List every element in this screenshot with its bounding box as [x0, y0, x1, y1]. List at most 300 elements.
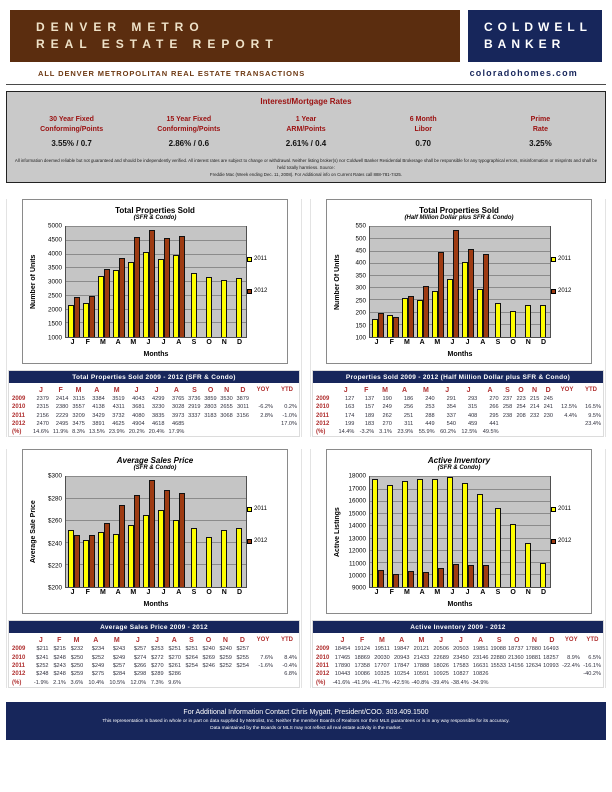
legend-swatch [551, 289, 556, 294]
table-cell: 4080 [132, 412, 145, 419]
bar-2011 [191, 273, 197, 337]
legend-swatch [247, 507, 252, 512]
rate-value: 0.70 [415, 139, 431, 149]
table-cell [528, 428, 542, 436]
table-cell: 2414 [55, 395, 69, 402]
table-cell: 23.9% [397, 429, 414, 436]
table-cell: $270 [151, 662, 164, 669]
bar-2012 [149, 480, 155, 588]
table-cell [543, 670, 561, 678]
rate-1yr-arm: 1 Year ARM/Points 2.61% / 0.4 [247, 115, 364, 148]
column-header-F: F [360, 636, 365, 644]
chart-total-properties-sold [8, 199, 300, 364]
x-tick-label: F [85, 589, 90, 597]
bar-group-S [186, 227, 201, 337]
bar-group-F [81, 477, 96, 587]
table-cell: 291 [446, 395, 456, 402]
table-cell: 4904 [132, 420, 145, 427]
table-cell [561, 678, 582, 686]
table-cell: $252 [36, 662, 49, 669]
table-cell: 17847 [393, 662, 410, 669]
x-tick-label: O [206, 339, 212, 347]
table-cell: 8.9% [567, 654, 580, 661]
table-cell: 19847 [393, 646, 410, 653]
table-cell: -34.9% [470, 679, 489, 686]
table-cell: $257 [112, 662, 126, 669]
table-cell [186, 428, 202, 436]
bar-group-M [430, 477, 445, 587]
y-tick-label: 12000 [348, 547, 366, 555]
header [10, 10, 602, 62]
y-tick-label: 100 [355, 334, 366, 342]
table-cell: $248 [53, 654, 66, 661]
legend-label: 2011 [558, 506, 571, 513]
table-cell: 18026 [433, 662, 449, 669]
table-cell: $266 [133, 662, 147, 669]
table-cell: -22.4% [562, 662, 580, 669]
chart-body [331, 222, 587, 359]
x-tick-label: S [191, 339, 197, 347]
y-tick-label: 550 [355, 222, 366, 230]
table-cell: $264 [185, 654, 198, 661]
table-cell [579, 395, 603, 403]
row-label: 2012 [316, 671, 330, 678]
table-cell: 2156 [36, 412, 49, 419]
plot-area [369, 226, 551, 338]
bar-group-S [186, 477, 201, 587]
table-cell: 3156 [236, 412, 249, 419]
bar-group-J [445, 477, 460, 587]
table-cell: 449 [425, 420, 435, 427]
table-cell: 3475 [72, 420, 85, 427]
table-cell: 3765 [171, 395, 185, 402]
table-cell: 12.5% [561, 404, 577, 411]
column-header-S: S [192, 386, 197, 394]
table-cell: 295 [489, 412, 499, 419]
table-cell: $240 [219, 646, 232, 653]
table-cell: $240 [202, 646, 215, 653]
chart-panel [326, 199, 592, 364]
table-title: Properties Sold 2009 - 2012 (Half Million Dollar plus SFR & Condo) [313, 371, 603, 383]
table-total-properties-sold [8, 370, 300, 437]
column-header-J: J [154, 386, 159, 394]
table-cell [183, 678, 200, 686]
chart-title: Total Properties Sold [419, 206, 499, 216]
column-header-M: M [113, 386, 120, 394]
y-axis-ticks [344, 222, 369, 342]
x-tick-label: M [404, 589, 410, 597]
table-cell: $257 [133, 646, 147, 653]
quadrant-half-million-sold [310, 199, 606, 437]
row-label: (%) [12, 429, 22, 436]
table-cell [203, 428, 219, 436]
table-cell [582, 645, 603, 653]
table-cell: -42.5% [391, 679, 410, 686]
x-tick-label: D [540, 589, 546, 597]
rate-value: 3.55% / 0.7 [51, 139, 92, 149]
chart-subtitle: (SFR & Condo) [133, 465, 177, 472]
column-header-A: A [94, 386, 100, 394]
table-cell: 214 [530, 404, 540, 411]
x-tick-label: M [404, 339, 410, 347]
bar-groups [66, 477, 246, 587]
row-label: 2009 [12, 646, 26, 653]
rate-15yr-fixed: 15 Year Fixed Conforming/Points 2.86% / 0.6 [130, 115, 247, 148]
row-label: (%) [316, 429, 326, 436]
report-title-line2: REAL ESTATE REPORT [36, 37, 279, 52]
table-row-2010 [9, 653, 299, 661]
quadrant-active-inventory [310, 449, 606, 687]
column-header-A: A [93, 636, 99, 644]
bar-groups [370, 227, 550, 337]
column-header-YOY: YOY [256, 387, 270, 394]
y-tick-label: $220 [47, 562, 62, 570]
bar-group-M [126, 477, 141, 587]
x-tick-label: S [191, 589, 197, 597]
table-cell: 7.3% [150, 679, 164, 686]
table-cell: -1.9% [33, 679, 49, 686]
chart-body [27, 472, 283, 609]
bar-2012 [179, 493, 185, 588]
table-cell: 3429 [92, 412, 105, 419]
table-cell: 237 [502, 395, 513, 402]
table-cell: 3530 [220, 395, 233, 402]
table-cell: -3.2% [359, 429, 375, 436]
column-header-M: M [378, 636, 385, 644]
bar-group-J [460, 227, 475, 337]
bar-group-A [475, 477, 490, 587]
bar-2012 [483, 565, 489, 587]
chart-subtitle: (SFR & Condo) [437, 465, 481, 472]
y-tick-label: $280 [47, 495, 62, 503]
row-label: 2012 [316, 420, 330, 427]
table-cell [275, 645, 299, 653]
x-tick-label: M [434, 589, 441, 597]
table-row-2011 [313, 411, 603, 419]
table-cell: 241 [543, 404, 553, 411]
column-header-M: M [418, 636, 425, 644]
plot-column [65, 226, 247, 358]
row-label: 2011 [12, 662, 26, 669]
table-cell: 354 [446, 404, 456, 411]
column-header-YTD: YTD [281, 387, 293, 394]
plot-column [65, 476, 247, 608]
row-label: 2010 [316, 654, 330, 661]
table-cell: 18737 [508, 646, 524, 653]
table-cell: 10325 [374, 671, 390, 678]
bar-2012 [134, 237, 140, 337]
table-cell: $275 [91, 671, 105, 678]
table-row-2012 [313, 420, 603, 428]
table-row-2010 [313, 403, 603, 411]
table-cell [234, 678, 251, 686]
bar-2011 [510, 524, 516, 587]
table-cell [186, 420, 202, 428]
table-cell: $284 [112, 671, 126, 678]
bar-group-J [66, 227, 81, 337]
table-cell: 174 [345, 412, 355, 419]
y-tick-label: 5000 [47, 222, 62, 230]
bar-group-N [216, 477, 231, 587]
table-cell: 270 [489, 395, 499, 402]
table-cell [275, 428, 299, 436]
table-cell: 9.6% [168, 679, 181, 686]
table-cell [543, 678, 561, 686]
table-row-2011 [313, 662, 603, 670]
data-table [8, 370, 300, 437]
y-tick-label: 450 [355, 247, 366, 255]
table-cell: 17880 [525, 646, 542, 653]
x-tick-label: M [130, 339, 137, 347]
table-cell: 19511 [374, 646, 390, 653]
table-cell: $249 [112, 654, 126, 661]
table-cell: 3681 [132, 404, 145, 411]
table-cell: $232 [70, 646, 84, 653]
coldwell-banker-logo [468, 10, 602, 62]
table-cell: 20030 [374, 654, 390, 661]
bar-group-S [490, 477, 505, 587]
bar-group-O [201, 227, 216, 337]
table-cell: 10254 [393, 671, 410, 678]
bar-2012 [423, 572, 429, 587]
x-tick-label: A [115, 339, 121, 347]
bar-group-M [400, 477, 415, 587]
table-cell [275, 678, 299, 686]
chart-subtitle: (Half Million Dollar plus SFR & Condo) [404, 215, 514, 222]
legend-item-2011 [551, 506, 587, 512]
y-tick-label: 1500 [47, 320, 62, 328]
legend-swatch [247, 289, 252, 294]
x-axis-ticks [369, 589, 551, 600]
row-label: 2009 [316, 646, 330, 653]
table-cell: 17707 [374, 662, 390, 669]
table-cell: 10925 [433, 671, 449, 678]
y-axis-label: Average Sale Price [30, 501, 37, 564]
y-tick-label: 300 [355, 284, 366, 292]
table-cell: 3115 [72, 395, 85, 402]
table-cell: $254 [185, 662, 198, 669]
column-header-J: J [134, 386, 139, 394]
column-header-M: M [113, 636, 120, 644]
y-tick-label: 350 [355, 272, 366, 280]
plot-column [369, 476, 551, 608]
table-cell: $257 [236, 646, 249, 653]
table-cell [251, 645, 275, 653]
table-cell: $270 [168, 654, 181, 661]
table-cell: 10827 [453, 671, 469, 678]
table-cell: 288 [425, 412, 435, 419]
y-tick-label: $200 [47, 584, 62, 592]
table-cell [251, 670, 275, 678]
table-cell: 311 [404, 420, 414, 427]
row-label: 2010 [12, 404, 26, 411]
chart-subtitle: (SFR & Condo) [133, 215, 177, 222]
table-row-2009 [313, 395, 603, 403]
table-cell: 208 [516, 412, 526, 419]
row-label: (%) [12, 679, 22, 686]
bar-group-A [111, 227, 126, 337]
bar-group-J [66, 477, 81, 587]
table-cell: 2380 [55, 404, 69, 411]
column-header-M: M [75, 386, 82, 394]
row-label: (%) [316, 679, 326, 686]
x-axis-label: Months [143, 601, 169, 609]
column-header-O: O [207, 386, 214, 394]
legend-item-2012 [247, 538, 283, 544]
table [9, 385, 299, 436]
table-cell: 223 [516, 395, 526, 402]
table-cell [200, 678, 217, 686]
bar-group-S [490, 227, 505, 337]
bar-2011 [236, 528, 242, 587]
x-tick-label: J [146, 589, 151, 597]
table-cell: 7.6% [260, 654, 273, 661]
table-cell: 21433 [413, 654, 430, 661]
table-cell: $274 [133, 654, 147, 661]
table-cell: -41.6% [332, 679, 351, 686]
y-tick-label: $300 [47, 472, 62, 480]
table-cell: 6.5% [588, 654, 601, 661]
table-cell: 190 [382, 395, 392, 402]
table-cell: 4138 [92, 404, 105, 411]
table-cell [219, 428, 235, 436]
x-tick-label: A [480, 339, 486, 347]
row-label: 2012 [12, 420, 26, 427]
x-axis-label: Months [447, 601, 473, 609]
table-cell: 17890 [334, 662, 351, 669]
x-tick-label: O [510, 339, 516, 347]
column-header-F: F [58, 386, 63, 394]
table-cell: 2315 [36, 404, 49, 411]
table-cell: 127 [345, 395, 355, 402]
table-cell: 230 [543, 412, 553, 419]
y-tick-label: 1000 [47, 334, 62, 342]
row-label: 2009 [316, 395, 330, 402]
report-tagline: ALL DENVER METROPOLITAN REAL ESTATE TRANSACTIONS [38, 68, 306, 78]
y-tick-label: 3500 [47, 264, 62, 272]
data-table [8, 620, 300, 687]
table-cell: $298 [133, 671, 147, 678]
table-cell [200, 670, 217, 678]
column-header-J: J [340, 636, 345, 644]
footer [6, 702, 606, 740]
column-header-D: D [239, 636, 245, 644]
legend-label: 2012 [558, 538, 572, 545]
table-cell: 258 [502, 404, 513, 411]
table-cell: 293 [467, 395, 478, 402]
bar-2012 [393, 574, 399, 587]
bar-group-M [400, 227, 415, 337]
bar-2011 [191, 528, 197, 587]
x-tick-label: M [130, 589, 137, 597]
table-cell: 3384 [92, 395, 105, 402]
table-cell: 3859 [204, 395, 217, 402]
rates-title: Interest/Mortgage Rates [260, 97, 352, 106]
table-cell [203, 420, 219, 428]
table-cell [183, 670, 200, 678]
x-tick-label: M [100, 339, 106, 347]
table-cell [251, 395, 275, 403]
x-tick-label: A [419, 589, 425, 597]
table-row-pctpctpct [9, 678, 299, 686]
y-tick-label: 500 [355, 235, 366, 243]
bar-2011 [525, 543, 531, 587]
bar-2012 [89, 535, 95, 588]
bar-group-D [231, 477, 246, 587]
bar-group-A [171, 227, 186, 337]
x-tick-label: S [495, 589, 501, 597]
table-cell: 14.4% [338, 429, 355, 436]
x-axis-ticks [369, 339, 551, 350]
rates-disclaimer: All information deemed reliable but not guaranteed and should be independently verified. All interest rates are subject to change or withdrawal. Neither listing broker(s) nor Coldwell Banker Residential Brokerage shall be responsible for any typographical errors, misinformation or misprints and shall be held totally harmless. Source: Freddie Mac (Week ending Dec. 11, 2008). For Additional info on Current Rates call 888-781-7425. [14, 158, 598, 177]
table-cell: 3557 [72, 404, 85, 411]
table-cell: 23146 [472, 654, 489, 661]
table-row-2012 [9, 420, 299, 428]
table-cell: 240 [425, 395, 435, 402]
table-cell: 4625 [112, 420, 125, 427]
y-tick-label: 4000 [47, 250, 62, 258]
chart-legend [551, 226, 587, 358]
bar-2012 [453, 230, 459, 338]
y-axis-ticks [40, 222, 65, 342]
column-header-A: A [478, 636, 484, 644]
chart-panel [22, 449, 288, 614]
table-cell: 17.9% [168, 429, 185, 436]
column-header-S: S [189, 636, 194, 644]
bar-group-J [370, 227, 385, 337]
chart-panel [22, 199, 288, 364]
chart-title: Total Properties Sold [115, 206, 195, 216]
bar-2012 [408, 571, 414, 587]
column-header-YTD: YTD [281, 637, 293, 644]
table-cell: 20503 [453, 646, 469, 653]
table-cell: 2470 [36, 420, 49, 427]
table-cell: 12.5% [461, 429, 478, 436]
bar-groups [66, 227, 246, 337]
table-cell: 17.0% [281, 420, 297, 427]
column-header-J: J [135, 636, 140, 644]
legend-label: 2012 [254, 538, 268, 545]
chart-legend [247, 476, 283, 608]
table-cell [251, 420, 275, 428]
y-tick-label: 2000 [47, 306, 62, 314]
mortgage-rates-panel [6, 91, 606, 183]
footer-disclaimer-2: Data maintained by the Boards or MLS may not reflect all real estate activity in the market. [210, 725, 402, 731]
column-header-J: J [466, 386, 471, 394]
table-cell: 3028 [171, 404, 185, 411]
y-tick-label: 13000 [348, 535, 366, 543]
column-header-J: J [343, 386, 348, 394]
chart-average-sales-price [8, 449, 300, 614]
table-cell: 20506 [433, 646, 449, 653]
table-cell: 10086 [354, 671, 371, 678]
column-header-O: O [205, 636, 212, 644]
column-header-S: S [505, 386, 510, 394]
x-tick-label: J [450, 339, 455, 347]
table-cell: 251 [403, 412, 414, 419]
table-header-row [9, 385, 299, 395]
table-cell: 15533 [490, 662, 506, 669]
y-tick-label: 11000 [348, 560, 366, 568]
x-axis-ticks [65, 589, 247, 600]
column-header-N: N [222, 636, 228, 644]
x-tick-label: J [161, 339, 166, 347]
y-tick-label: 14000 [348, 522, 366, 530]
table-cell: -41.7% [372, 679, 390, 686]
table-cell: 49.5% [482, 429, 499, 436]
legend-label: 2011 [254, 256, 267, 263]
table-cell: 189 [364, 412, 375, 419]
